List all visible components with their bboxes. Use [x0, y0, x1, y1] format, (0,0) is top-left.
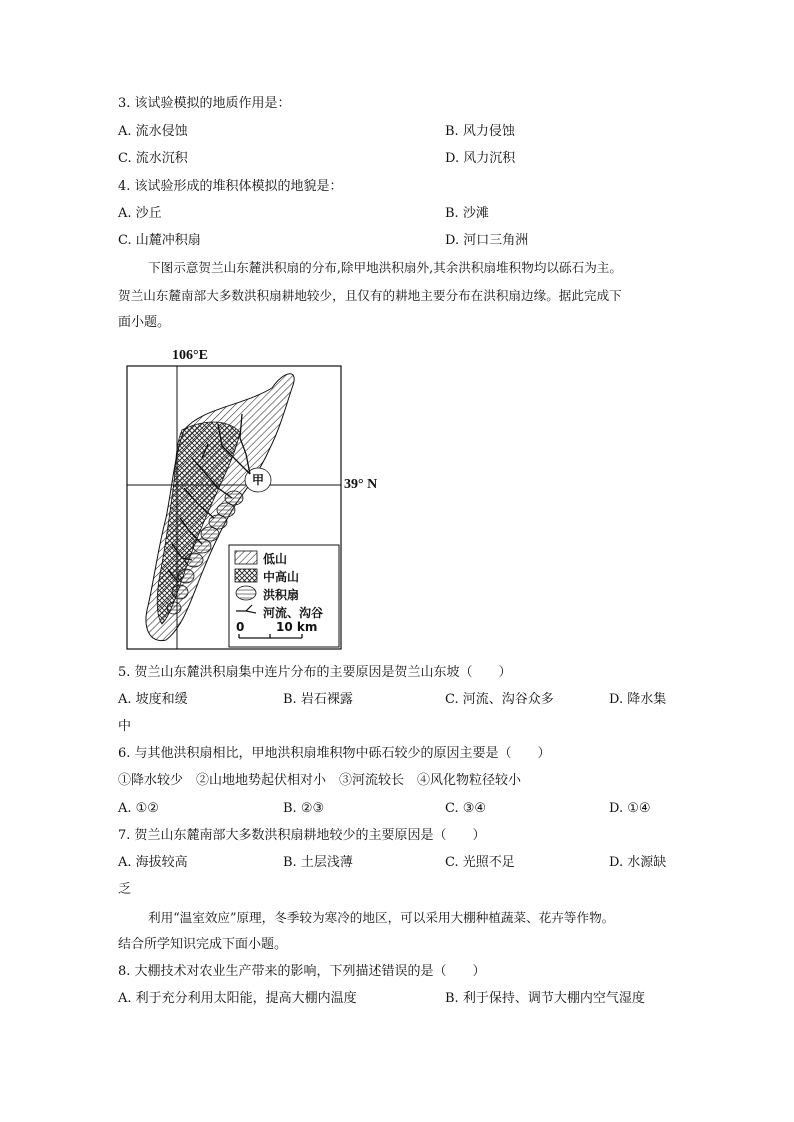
longitude-label: 106°E [172, 348, 208, 363]
q5-option-b: B. 岩石裸露 [283, 692, 353, 707]
q3-stem: 3. 该试验模拟的地质作用是： [118, 96, 291, 111]
q5-option-c: C. 河流、沟谷众多 [445, 692, 554, 707]
q4-option-c: C. 山麓冲积扇 [118, 233, 201, 248]
intro2-line1: 利用“温室效应”原理，冬季较为寒冷的地区，可以采用大棚种植蔬菜、花卉等作物。 [148, 910, 615, 925]
intro1-line1: 下图示意贺兰山东麓洪积扇的分布,除甲地洪积扇外,其余洪积扇堆积物均以砾石为主。 [148, 260, 622, 275]
q4-option-a: A. 沙丘 [118, 206, 162, 221]
legend-river-label: 河流、沟谷 [263, 606, 324, 620]
intro1-line2: 贺兰山东麓南部大多数洪积扇耕地较少，且仅有的耕地主要分布在洪积扇边缘。据此完成下 [118, 288, 622, 303]
q6-option-c: C. ③④ [445, 801, 487, 816]
q7-option-c: C. 光照不足 [445, 855, 515, 870]
q6-option-d: D. ①④ [609, 801, 651, 816]
legend-fan-label: 洪积扇 [263, 588, 300, 602]
q8-stem: 8. 大棚技术对农业生产带来的影响，下列描述错误的是（ ） [118, 964, 486, 979]
q4-option-b: B. 沙滩 [445, 206, 489, 221]
legend-midhigh-label: 中高山 [263, 570, 300, 584]
q7-option-d: D. 水源缺 [609, 855, 667, 870]
legend-low-swatch [235, 551, 257, 564]
q6-items: ①降水较少 ②山地地势起伏相对小 ③河流较长 ④风化物粒径较小 [118, 773, 522, 788]
q3-option-d: D. 风力沉积 [445, 151, 516, 166]
q4-option-d: D. 河口三角洲 [445, 233, 529, 248]
q3-option-b: B. 风力侵蚀 [445, 124, 515, 139]
q5-option-d-wrap: 中 [118, 719, 132, 734]
latitude-label: 39° N [344, 477, 378, 492]
q5-option-a: A. 坡度和缓 [118, 692, 188, 707]
q3-option-a: A. 流水侵蚀 [118, 124, 188, 139]
q3-option-c: C. 流水沉积 [118, 151, 188, 166]
q7-stem: 7. 贺兰山东麓南部大多数洪积扇耕地较少的主要原因是（ ） [118, 828, 486, 843]
legend-low-label: 低山 [263, 552, 288, 566]
q8-option-a: A. 利于充分利用太阳能，提高大棚内温度 [118, 991, 357, 1006]
q6-option-b: B. ②③ [283, 801, 325, 816]
map-svg [122, 348, 392, 653]
jia-label: 甲 [252, 473, 265, 487]
q7-option-d-wrap: 乏 [118, 882, 132, 897]
q7-option-b: B. 土层浅薄 [283, 855, 353, 870]
intro2-line2: 结合所学知识完成下面小题。 [118, 937, 288, 952]
q8-option-b: B. 利于保持、调节大棚内空气湿度 [445, 991, 645, 1006]
q6-option-a: A. ①② [118, 801, 159, 816]
q7-option-a: A. 海拔较高 [118, 855, 188, 870]
alluvial-fan-map [122, 348, 392, 653]
q4-stem: 4. 该试验形成的堆积体模拟的地貌是： [118, 179, 343, 194]
intro1-line3: 面小题。 [118, 315, 171, 330]
legend-fan-swatch [236, 586, 256, 600]
scale-end-label: 10 km [276, 620, 318, 634]
legend-midhigh-swatch [235, 569, 257, 582]
q5-option-d: D. 降水集 [609, 692, 667, 707]
q5-stem: 5. 贺兰山东麓洪积扇集中连片分布的主要原因是贺兰山东坡（ ） [118, 665, 512, 680]
scale-start-label: 0 [236, 620, 245, 634]
q6-stem: 6. 与其他洪积扇相比，甲地洪积扇堆积物中砾石较少的原因主要是（ ） [118, 746, 551, 761]
